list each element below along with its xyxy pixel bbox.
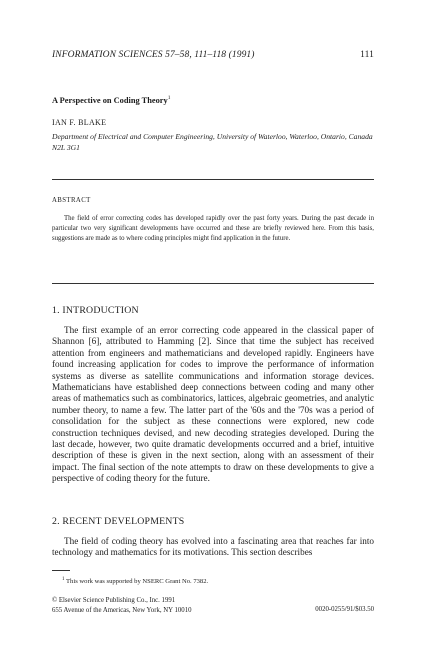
section-heading-introduction: 1. INTRODUCTION xyxy=(52,305,139,316)
section-heading-recent-developments: 2. RECENT DEVELOPMENTS xyxy=(52,516,185,527)
paper-title-text: A Perspective on Coding Theory xyxy=(52,95,168,105)
introduction-paragraph: The first example of an error correcting code appeared in the classical paper of Shannon [6], attributed to Hamming [2]. Since that time the subject has received attention from engineers and mathematicians and developed rapidly. Engineers have found increasing application for codes to improve the performance of information systems as diverse as satellite communications and information storage devices. Mathematicians have established deep connections between coding and many other areas of mathematics such as combinatorics, lattices, algebraic geometries, and analytic number theory, to name a few. The latter part of the '60s and the '70s was a period of consolidation for the subject as these connections were explored, new code construction techniques devised, and new decoding strategies developed. During the last decade, however, two quite dramatic developments occurred and a brief, intuitive description of these is given in the next section, along with an assessment of their impact. The final section of the note attempts to draw on these developments to give a perspective of coding theory for the future. xyxy=(52,325,374,484)
issn-code: 0020-0255/91/$03.50 xyxy=(315,605,374,613)
title-footnote-marker: 1 xyxy=(167,95,171,101)
footnote-rule xyxy=(52,570,70,571)
running-header xyxy=(52,50,374,60)
top-rule xyxy=(52,179,374,180)
copyright-line: © Elsevier Science Publishing Co., Inc. 1991 xyxy=(52,597,176,604)
recent-developments-paragraph: The field of coding theory has evolved into a fascinating area that reaches far into technology and mathematics for its motivations. This section describes xyxy=(52,536,374,558)
page-number: 111 xyxy=(360,50,374,60)
journal-citation: INFORMATION SCIENCES 57–58, 111–118 (1991) xyxy=(52,50,255,60)
footnote-marker: 1 xyxy=(62,577,65,582)
author-affiliation: Department of Electrical and Computer Engineering, University of Waterloo, Waterloo, Ontario, Canada N2L 3G1 xyxy=(52,132,373,152)
bottom-rule xyxy=(52,283,374,284)
copyright-block xyxy=(52,596,192,615)
abstract-text: The field of error correcting codes has developed rapidly over the past forty years. During the past decade in particular two very significant developments have occurred and these are briefly reviewed here. From this basis, suggestions are made as to where coding principles might find application in the future. xyxy=(52,215,374,243)
footnote xyxy=(62,577,208,585)
footnote-text: This work was supported by NSERC Grant No. 7382. xyxy=(66,578,209,586)
publisher-address: 655 Avenue of the Americas, New York, NY 10010 xyxy=(52,606,192,614)
author-name: IAN F. BLAKE xyxy=(52,118,107,127)
abstract-heading: ABSTRACT xyxy=(52,197,91,204)
paper-title xyxy=(52,95,170,105)
